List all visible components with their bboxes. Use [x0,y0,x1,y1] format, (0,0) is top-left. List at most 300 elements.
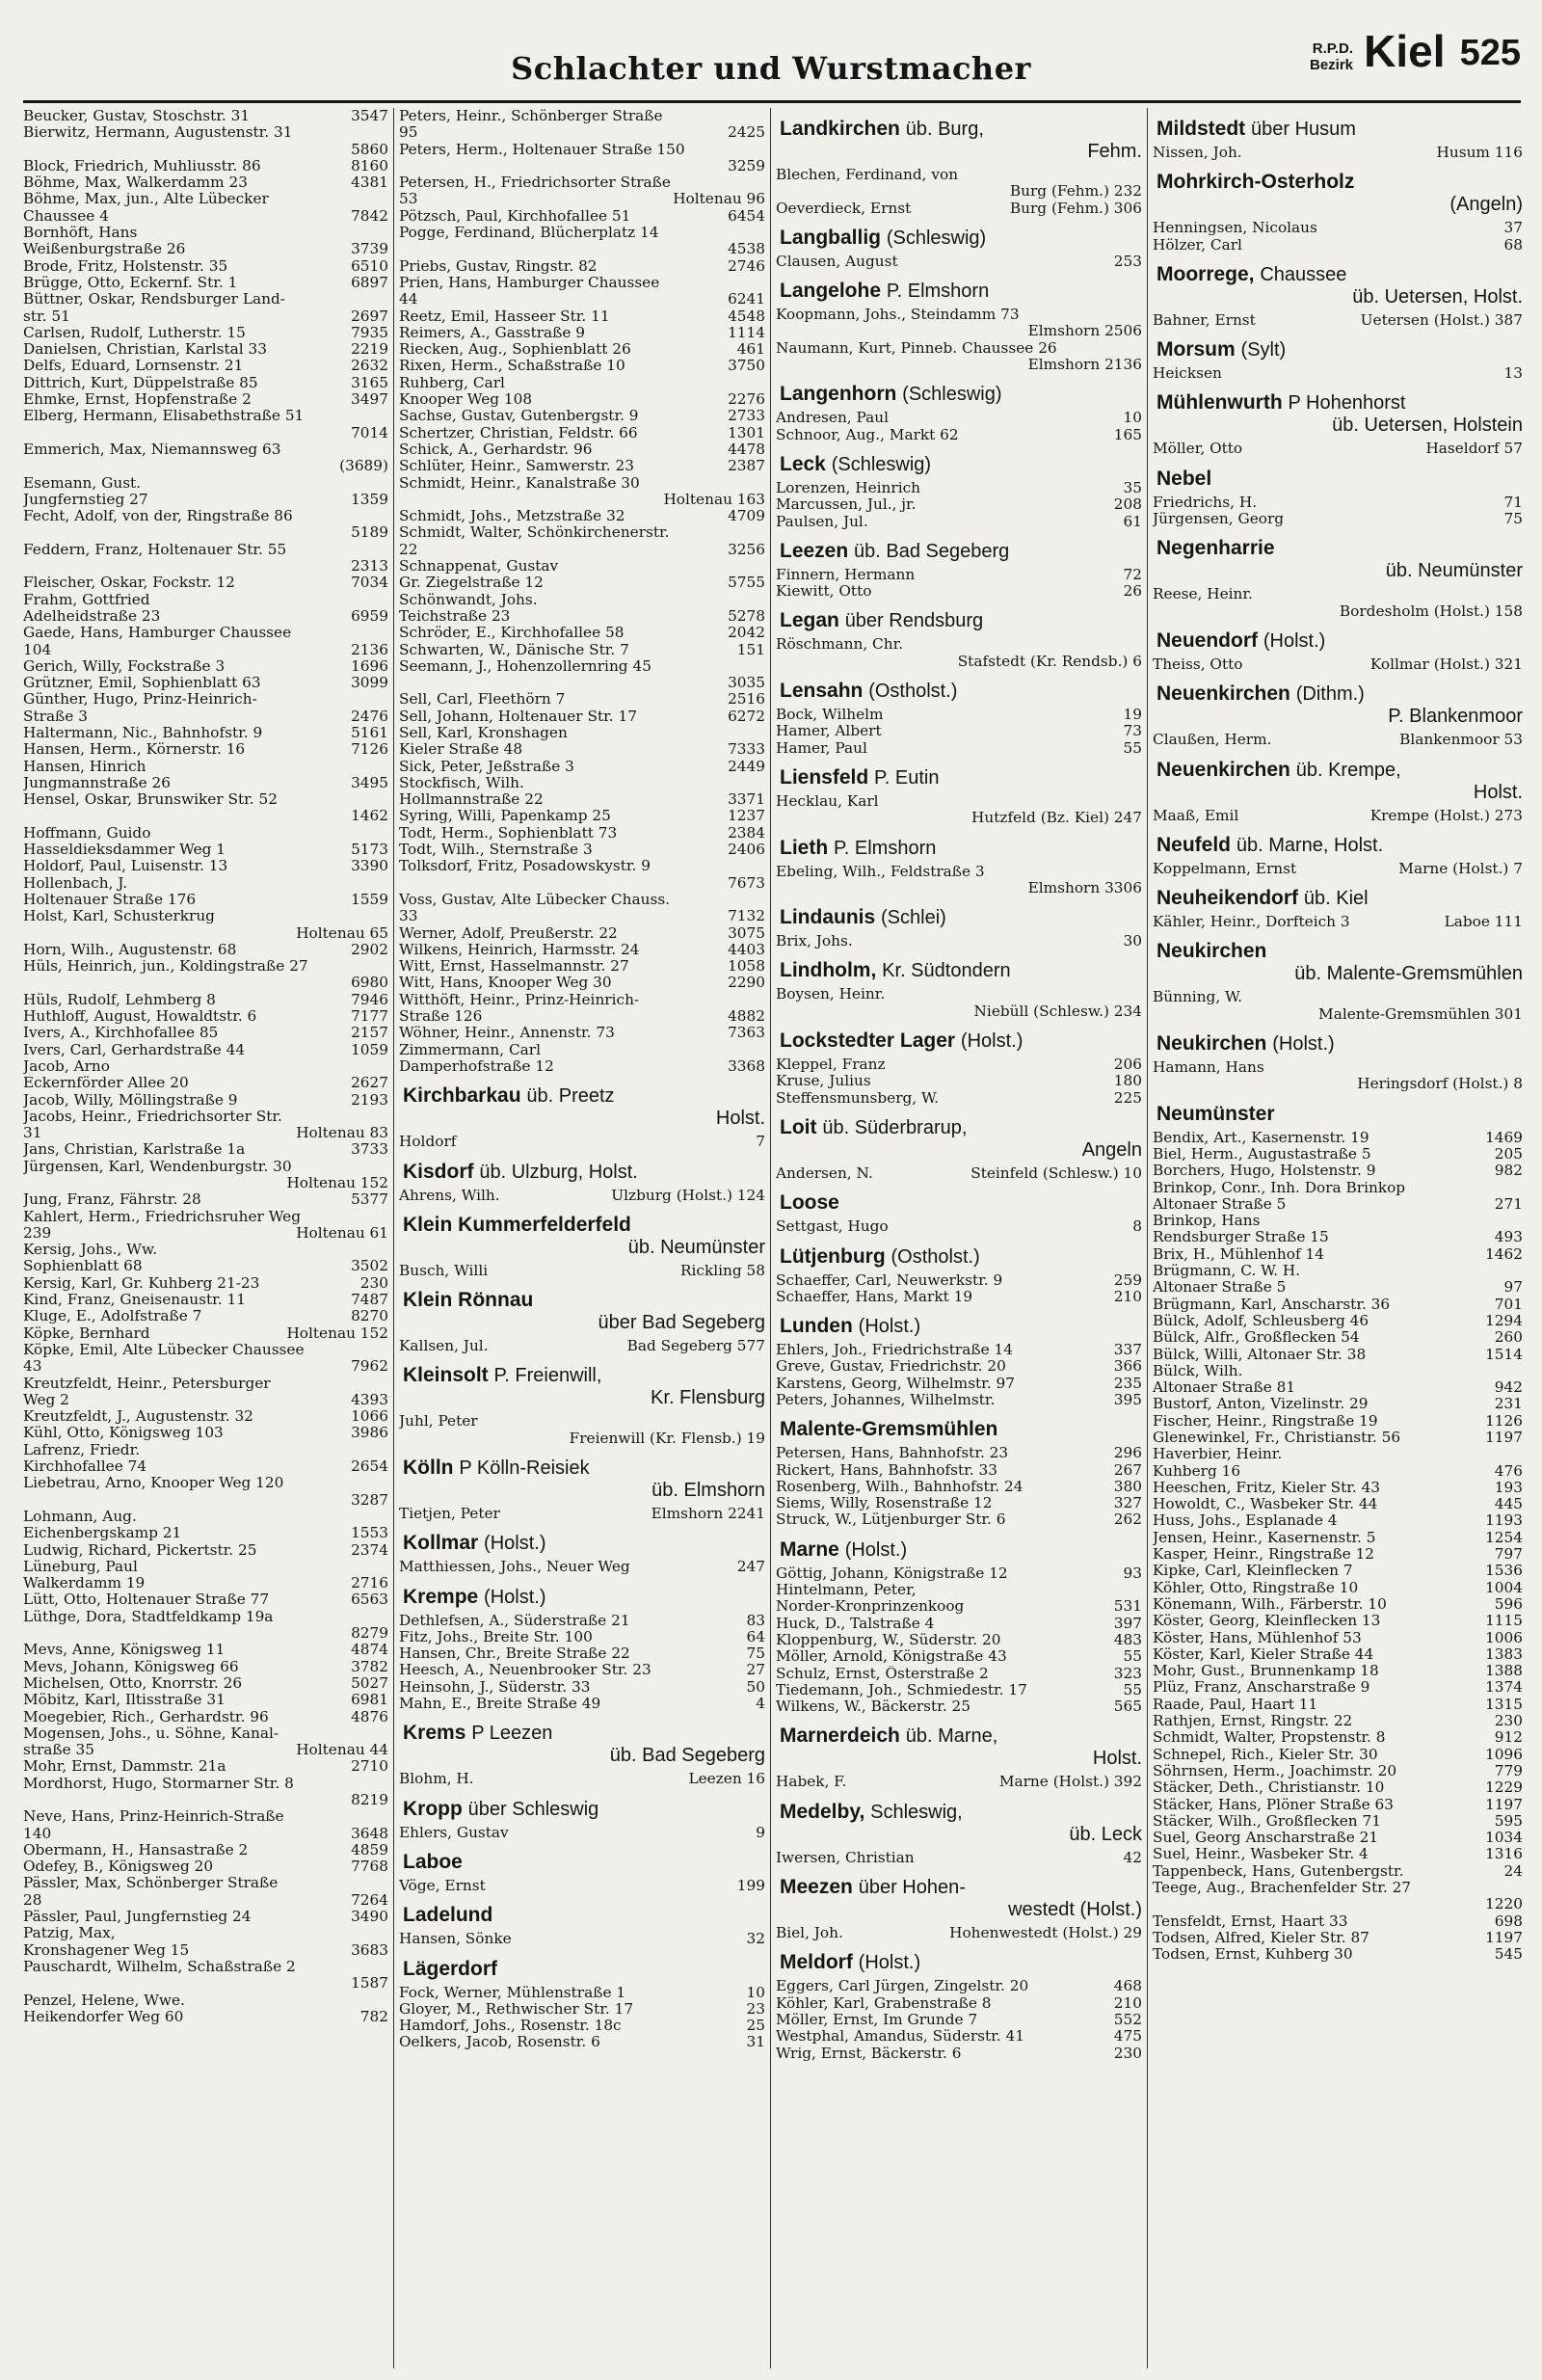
place-postal-note-2: üb. Bad Segeberg [609,1745,765,1767]
entry-phone: 782 [359,2008,388,2025]
directory-entry [23,1675,388,1692]
place-name: Kollmar [403,1532,479,1555]
entry-text: Mevs, Anne, Königsweg 11 [23,1642,226,1659]
entry-text: Settgast, Hugo [776,1218,889,1236]
entry-text: Westphal, Amandus, Süderstr. 41 [776,2028,1024,2046]
directory-entry [1153,1830,1523,1846]
directory-entry [399,358,765,374]
place-postal-note: (Holst.) [960,1030,1024,1053]
directory-entry [1153,1713,1523,1729]
place-name: Kisdorf [403,1160,474,1183]
column-2 [399,108,765,2368]
directory-entry [23,858,388,874]
directory-entry [23,1242,388,1258]
entry-text: Todt, Wilh., Sternstraße 3 [399,842,593,859]
entry-text: Greve, Gustav, Friedrichstr. 20 [776,1358,1006,1376]
place-name: Meldorf [780,1951,853,1974]
directory-entry [23,1308,388,1324]
directory-entry [1153,1297,1523,1313]
place-name: Negenharrie [1156,537,1275,560]
directory-entry [1153,656,1523,673]
place-heading [1156,834,1523,857]
entry-phone: 701 [1494,1296,1523,1313]
entry-phone: 395 [1113,1391,1142,1408]
entry-text: Kruse, Julius [776,1073,871,1090]
directory-entry [1153,1863,1523,1880]
entry-phone: 6454 [728,207,765,225]
place-name: Klein Kummerfelderfeld [403,1213,631,1236]
directory-entry [399,925,765,942]
entry-text: Heesch, A., Neuenbrooker Str. 23 [399,1662,651,1679]
entry-text: Holdorf, Paul, Luisenstr. 13 [23,858,228,875]
entry-phone: 1359 [351,491,388,508]
place-heading [403,1084,765,1130]
entry-phone: 27 [746,1662,765,1679]
directory-entry [23,458,388,474]
directory-entry [1153,1663,1523,1679]
directory-entry [23,1275,388,1292]
place-heading [780,1030,1142,1053]
entry-text: Köpke, Bernhard [23,1324,150,1342]
directory-entry [776,1056,1142,1073]
place-heading [780,1315,1142,1338]
entry-phone: 225 [1113,1089,1142,1107]
directory-entry [23,1258,388,1274]
entry-text: Fitz, Johs., Breite Str. 100 [399,1628,593,1645]
entry-phone: 1197 [1485,1429,1523,1446]
directory-entry [776,1565,1142,1582]
entry-phone: 595 [1494,1812,1523,1830]
entry-text: Plüz, Franz, Anscharstraße 9 [1153,1679,1370,1697]
entry-phone: 468 [1113,1978,1142,1995]
entry-text: Hamdorf, Johs., Rosenstr. 18c [399,2018,622,2035]
directory-entry [776,323,1142,339]
directory-entry [23,1159,388,1175]
entry-text: Teichstraße 23 [399,607,511,625]
place-name: Loose [780,1191,839,1215]
entry-text: Kiewitt, Otto [776,583,872,601]
entry-text: Mogensen, Johs., u. Söhne, Kanal- [23,1725,279,1742]
place-postal-note: üb. Kiel [1303,888,1369,910]
directory-entry [1153,1196,1523,1213]
place-heading [1156,537,1523,582]
place-heading [403,1586,765,1609]
entry-phone: 380 [1113,1478,1142,1495]
entry-phone: Leezen 16 [688,1771,765,1788]
directory-entry [776,167,1142,183]
directory-entry [23,741,388,758]
place-heading [403,1532,765,1555]
entry-phone: 1587 [351,1975,388,1992]
directory-entry [23,1191,388,1208]
entry-text: Hintelmann, Peter, [776,1582,917,1599]
entry-text: Wilkens, W., Bäckerstr. 25 [776,1698,971,1716]
directory-entry [399,1931,765,1947]
entry-text: Riecken, Aug., Sophienblatt 26 [399,341,631,359]
entry-phone: 2276 [728,391,765,409]
entry-phone: 3547 [351,108,388,124]
entry-text: Schlüter, Heinr., Samwerstr. 23 [399,458,634,475]
entry-text: Petersen, H., Friedrichsorter Straße [399,174,671,192]
place-postal-note-2: (Angeln) [1449,194,1523,216]
place-heading [780,540,1142,563]
entry-text: Adelheidstraße 23 [23,607,161,625]
entry-phone: 3099 [351,675,388,692]
entry-phone: 6959 [351,607,388,625]
entry-text: Moegebier, Rich., Gerhardstr. 96 [23,1708,269,1725]
place-name: Legan [780,609,839,632]
directory-entry [23,958,388,975]
place-name: Langenhorn [780,383,897,406]
entry-phone: 7962 [351,1358,388,1376]
directory-entry [399,642,765,658]
directory-entry [399,1058,765,1075]
entry-phone: 2406 [728,842,765,859]
entry-phone: 596 [1494,1595,1523,1613]
place-heading [780,1418,1142,1441]
directory-entry [399,124,765,141]
directory-entry [23,1458,388,1475]
directory-entry [399,908,765,924]
directory-entry [23,142,388,158]
directory-entry [1153,1946,1523,1963]
entry-phone: 483 [1113,1631,1142,1648]
entry-phone: Holtenau 96 [673,191,765,208]
place-name: Moorrege, [1156,262,1255,285]
entry-text: Ludwig, Richard, Pickertstr. 25 [23,1541,257,1559]
directory-entry [23,1509,388,1525]
entry-text: Sick, Peter, Jeßstraße 3 [399,758,574,775]
entry-phone: 1096 [1485,1746,1523,1763]
directory-entry [399,892,765,908]
entry-phone: Husum 116 [1436,145,1523,161]
entry-phone: 13 [1503,365,1523,383]
entry-text: 95 [399,124,418,142]
entry-phone: Burg (Fehm.) 232 [1009,183,1142,201]
entry-phone: Elmshorn 2241 [651,1506,765,1522]
entry-text: Köhler, Otto, Ringstraße 10 [1153,1579,1359,1596]
directory-entry [399,1134,765,1150]
entry-phone: 6563 [351,1591,388,1609]
column-1 [23,108,388,2368]
entry-text: 22 [399,541,418,558]
entry-phone: 25 [746,2018,765,2035]
entry-phone: Krempe (Holst.) 273 [1369,807,1523,824]
entry-phone: 55 [1123,739,1142,757]
entry-text: Böhme, Max, jun., Alte Lübecker [23,191,269,208]
entry-text: Huck, D., Talstraße 4 [776,1615,935,1632]
place-postal-note: P. Eutin [874,766,940,789]
entry-phone: 7014 [351,424,388,441]
entry-text: Reese, Heinr. [1153,586,1253,603]
directory-entry [776,1632,1142,1648]
directory-entry [1153,1779,1523,1796]
entry-phone: 10 [1123,410,1142,427]
entry-phone: 3490 [351,1909,388,1926]
directory-entry [1153,1480,1523,1496]
place-name: Neuheikendorf [1156,887,1299,910]
entry-text: Todt, Herm., Sophienblatt 73 [399,824,618,842]
entry-text: Rickert, Hans, Bahnhofstr. 33 [776,1461,997,1479]
entry-phone: 2374 [351,1541,388,1559]
entry-phone: 71 [1503,494,1523,511]
place-heading [403,1958,765,1981]
entry-phone: 2157 [351,1025,388,1042]
entry-text: Howoldt, C., Wasbeker Str. 44 [1153,1496,1378,1513]
entry-phone: 3648 [351,1825,388,1842]
directory-entry [399,1771,765,1787]
place-postal-note-2: üb. Uetersen, Holst. [1352,285,1523,308]
entry-text: Petersen, Hans, Bahnhofstr. 23 [776,1445,1009,1462]
entry-phone: 982 [1494,1163,1523,1180]
directory-entry [776,1698,1142,1715]
district-rpd: R.P.D. [1312,40,1354,57]
entry-text: Bülck, Willi, Altonaer Str. 38 [1153,1346,1367,1363]
entry-phone: 35 [1123,479,1142,496]
place-name: Kleinsolt [403,1364,489,1387]
directory-entry [1153,1747,1523,1763]
directory-entry [399,691,765,708]
entry-text: Peters, Johannes, Wilhelmstr. [776,1391,996,1408]
place-name: Morsum [1156,338,1236,361]
directory-entry [23,842,388,858]
entry-phone: 1316 [1485,1846,1523,1863]
place-postal-note-2: üb. Leck [1069,1823,1142,1845]
entry-text: 140 [23,1825,52,1842]
entry-text: Schnoor, Aug., Markt 62 [776,426,959,443]
directory-entry [399,492,765,508]
entry-text: Danielsen, Christian, Karlstal 33 [23,341,267,359]
place-postal-note: P Leezen [471,1723,553,1745]
directory-entry [23,1342,388,1358]
entry-phone: 231 [1494,1396,1523,1413]
entry-text: Andersen, N. [776,1164,873,1182]
directory-entry [23,1042,388,1058]
directory-entry [1153,914,1523,930]
place-heading [1156,263,1523,308]
entry-text: Sell, Johann, Holtenauer Str. 17 [399,708,637,725]
entry-text: Marcussen, Jul., jr. [776,496,917,514]
directory-entry [776,793,1142,810]
directory-entry [399,1338,765,1354]
directory-entry [23,391,388,408]
entry-phone: 2193 [351,1091,388,1109]
entry-text: Matthiessen, Johs., Neuer Weg [399,1559,630,1576]
entry-text: Stäcker, Deth., Christianstr. 10 [1153,1779,1385,1797]
entry-phone: 1374 [1485,1679,1523,1697]
entry-text: Schulz, Ernst, Österstraße 2 [776,1665,989,1682]
directory-entry [776,1978,1142,1994]
directory-entry [23,791,388,808]
directory-entry [1153,861,1523,877]
directory-entry [399,658,765,675]
entry-text: Bahner, Ernst [1153,311,1256,329]
entry-text: Schwarten, W., Dänische Str. 7 [399,641,629,658]
entry-text: Tiedemann, Joh., Schmiedestr. 17 [776,1681,1027,1698]
entry-text: Röschmann, Chr. [776,636,904,654]
directory-entry [776,1342,1142,1358]
entry-phone: 210 [1113,1994,1142,2012]
place-name: Lindaunis [780,906,876,929]
place-name: Klein Rönnau [403,1289,534,1312]
place-heading [1156,1032,1523,1056]
entry-phone: 1301 [728,424,765,441]
entry-text: Struck, W., Lütjenburger Str. 6 [776,1511,1006,1529]
directory-entry [776,810,1142,826]
entry-text: Liebetrau, Arno, Knooper Weg 120 [23,1475,284,1492]
entry-phone: 259 [1113,1271,1142,1289]
directory-entry [1153,1596,1523,1613]
place-heading [403,1457,765,1502]
directory-entry [399,408,765,424]
entry-phone: 5278 [728,607,765,625]
entry-phone: 7768 [351,1859,388,1876]
place-postal-note: P Hohenhorst [1288,392,1406,414]
entry-text: Habek, F. [776,1774,847,1791]
place-heading [1156,118,1523,141]
entry-text: Schmidt, Johs., Metzstraße 32 [399,508,625,525]
entry-phone: 545 [1494,1946,1523,1964]
entry-text: Penzel, Helene, Wwe. [23,1992,185,2009]
place-name: Kropp [403,1797,463,1820]
entry-text: Kluge, E., Adolfstraße 7 [23,1308,202,1325]
place-name: Nebel [1156,467,1212,490]
entry-phone: 323 [1113,1665,1142,1682]
entry-text: Schaeffer, Carl, Neuwerkstr. 9 [776,1271,1003,1289]
entry-phone: 2697 [351,308,388,325]
entry-phone: 206 [1113,1056,1142,1074]
directory-entry [776,183,1142,200]
entry-phone: 3497 [351,391,388,409]
directory-entry [23,1075,388,1091]
entry-phone: 5189 [351,524,388,542]
entry-phone: 1193 [1485,1512,1523,1530]
entry-text: Sell, Carl, Fleethörn 7 [399,691,566,709]
entry-text: Suel, Heinr., Wasbeker Str. 4 [1153,1846,1369,1863]
entry-text: 31 [23,1125,42,1142]
entry-text: Bülck, Alfr., Großflecken 54 [1153,1329,1360,1347]
entry-text: Köhler, Karl, Grabenstraße 8 [776,1994,992,2012]
entry-text: Witt, Ernst, Hasselmannstr. 27 [399,958,629,976]
entry-text: Horn, Wilh., Augustenstr. 68 [23,941,237,958]
entry-phone: 68 [1503,236,1523,254]
entry-text: Steffensmunsberg, W. [776,1089,939,1107]
entry-text: str. 51 [23,308,70,325]
entry-phone: 180 [1113,1073,1142,1090]
directory-entry [776,1511,1142,1528]
directory-entry [1153,1313,1523,1329]
directory-entry [399,608,765,625]
entry-phone: 235 [1113,1375,1142,1392]
directory-entry [1153,989,1523,1005]
entry-text: Hasseldieksdammer Weg 1 [23,842,226,859]
entry-text: Fleischer, Oskar, Fockstr. 12 [23,575,235,592]
entry-phone: 253 [1113,253,1142,270]
entry-phone: 1254 [1485,1529,1523,1546]
entry-text: Stäcker, Hans, Plöner Straße 63 [1153,1796,1395,1813]
entry-text: Weißenburgstraße 26 [23,241,186,258]
directory-entry [399,341,765,358]
entry-phone: 1059 [351,1041,388,1058]
directory-entry [1153,1430,1523,1446]
directory-entry [776,254,1142,270]
directory-entry [23,1875,388,1891]
entry-text: Henningsen, Nicolaus [1153,220,1317,237]
entry-phone: 205 [1494,1145,1523,1163]
entry-text: Kleppel, Franz [776,1056,886,1074]
entry-phone: 1197 [1485,1796,1523,1813]
directory-entry [23,825,388,842]
directory-entry [399,1825,765,1841]
entry-text: Peters, Herm., Holtenauer Straße 150 [399,141,685,158]
entry-phone: 3075 [728,924,765,942]
entry-phone: 1066 [351,1408,388,1426]
entry-phone: 93 [1123,1564,1142,1582]
place-name: Lieth [780,836,829,859]
directory-entry [1153,1163,1523,1179]
directory-entry [399,1878,765,1894]
directory-entry [1153,1396,1523,1412]
entry-phone: 8279 [351,1625,388,1643]
entry-text: Kieler Straße 48 [399,741,523,759]
directory-entry [776,1582,1142,1598]
entry-text: Boysen, Heinr. [776,986,886,1003]
directory-entry [776,1479,1142,1495]
entry-text: Weg 2 [23,1391,69,1408]
place-postal-note: üb. Bad Segeberg [854,540,1010,562]
entry-text: Hansen, Chr., Breite Straße 22 [399,1645,630,1663]
entry-text: Rendsburger Straße 15 [1153,1229,1329,1246]
entry-text: Brügmann, Karl, Anscharstr. 36 [1153,1296,1391,1313]
place-postal-note: (Schleswig) [831,453,932,475]
entry-phone: 2516 [728,691,765,709]
directory-columns [23,108,1523,2368]
entry-text: Jungfernstieg 27 [23,491,148,508]
entry-text: Straße 3 [23,708,88,725]
entry-phone: 1462 [351,808,388,825]
entry-phone: Elmshorn 2506 [1027,323,1142,340]
directory-entry [399,741,765,758]
directory-entry [399,1662,765,1678]
entry-text: Ehmke, Ernst, Hopfenstraße 2 [23,391,252,409]
place-name: Leezen [780,539,849,562]
directory-entry [23,1025,388,1041]
directory-entry [23,1492,388,1509]
directory-entry [23,1609,388,1625]
directory-entry [776,1682,1142,1698]
entry-text: Kreutzfeldt, J., Augustenstr. 32 [23,1408,253,1426]
directory-entry [399,458,765,474]
directory-entry [1153,1246,1523,1263]
entry-text: Schönwandt, Johs. [399,591,538,608]
district-bezirk: Bezirk [1310,57,1354,73]
entry-text: Kreutzfeldt, Heinr., Petersburger [23,1375,271,1392]
entry-phone: 5161 [351,724,388,741]
entry-text: Pässler, Max, Schönberger Straße [23,1875,279,1892]
place-postal-note: üb. Marne, Holst. [1236,834,1384,856]
directory-entry [23,1709,388,1725]
entry-phone: 2136 [351,641,388,658]
entry-phone: Ulzburg (Holst.) 124 [611,1187,765,1204]
place-heading [1156,338,1523,361]
entry-text: Prien, Hans, Hamburger Chaussee [399,274,660,291]
entry-phone: Rickling 58 [679,1262,765,1279]
place-heading [1156,171,1523,216]
entry-phone: Uetersen (Holst.) 387 [1360,311,1523,329]
place-heading [780,1245,1142,1269]
entry-phone: 2710 [351,1758,388,1776]
directory-entry [1153,1512,1523,1529]
